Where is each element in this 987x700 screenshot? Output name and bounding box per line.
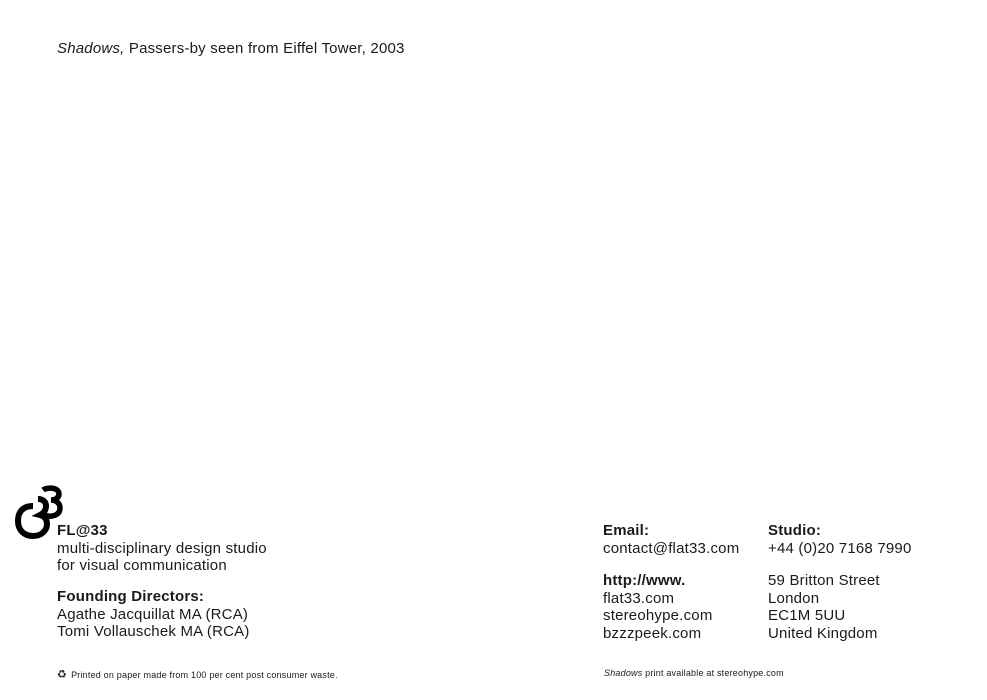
caption-text: Passers-by seen from Eiffel Tower, 2003 xyxy=(128,40,405,57)
caption xyxy=(57,40,405,57)
directors-heading: Founding Directors: xyxy=(57,588,205,605)
studio-address xyxy=(768,572,880,642)
studio-name: FL@33 xyxy=(57,522,108,539)
phone-number: +44 (0)20 7168 7990 xyxy=(768,539,912,557)
address-line: London xyxy=(768,589,820,607)
recycled-paper-note xyxy=(57,668,338,681)
print-availability-note xyxy=(604,668,784,678)
print-title: Shadows xyxy=(604,668,643,678)
website-link[interactable]: stereohype.com xyxy=(603,607,713,624)
caption-title: Shadows, xyxy=(57,40,125,57)
studio-phone xyxy=(768,522,912,557)
fl33-logo xyxy=(15,484,63,540)
director-name: Tomi Vollauschek MA (RCA) xyxy=(57,623,250,640)
studio-desc-line-1: multi-disciplinary design studio xyxy=(57,539,267,557)
email-address[interactable]: contact@flat33.com xyxy=(603,539,740,557)
website-link[interactable]: bzzzpeek.com xyxy=(603,624,702,642)
recycle-icon: ♻ xyxy=(57,669,68,681)
website-link[interactable]: flat33.com xyxy=(603,589,675,607)
web-heading: http://www. xyxy=(603,572,686,589)
address-line: EC1M 5UU xyxy=(768,607,846,624)
address-line: 59 Britton Street xyxy=(768,572,880,589)
studio-desc-line-2: for visual communication xyxy=(57,557,227,574)
address-line: United Kingdom xyxy=(768,624,878,642)
email-heading: Email: xyxy=(603,522,650,539)
web-links xyxy=(603,572,713,642)
founding-directors xyxy=(57,588,250,641)
studio-info xyxy=(57,522,267,575)
print-availability-text: print available at stereohype.com xyxy=(642,668,784,678)
email-contact xyxy=(603,522,739,557)
phone-heading: Studio: xyxy=(768,522,822,539)
recycled-paper-text: Printed on paper made from 100 per cent post consumer waste. xyxy=(71,670,338,680)
director-name: Agathe Jacquillat MA (RCA) xyxy=(57,605,249,623)
